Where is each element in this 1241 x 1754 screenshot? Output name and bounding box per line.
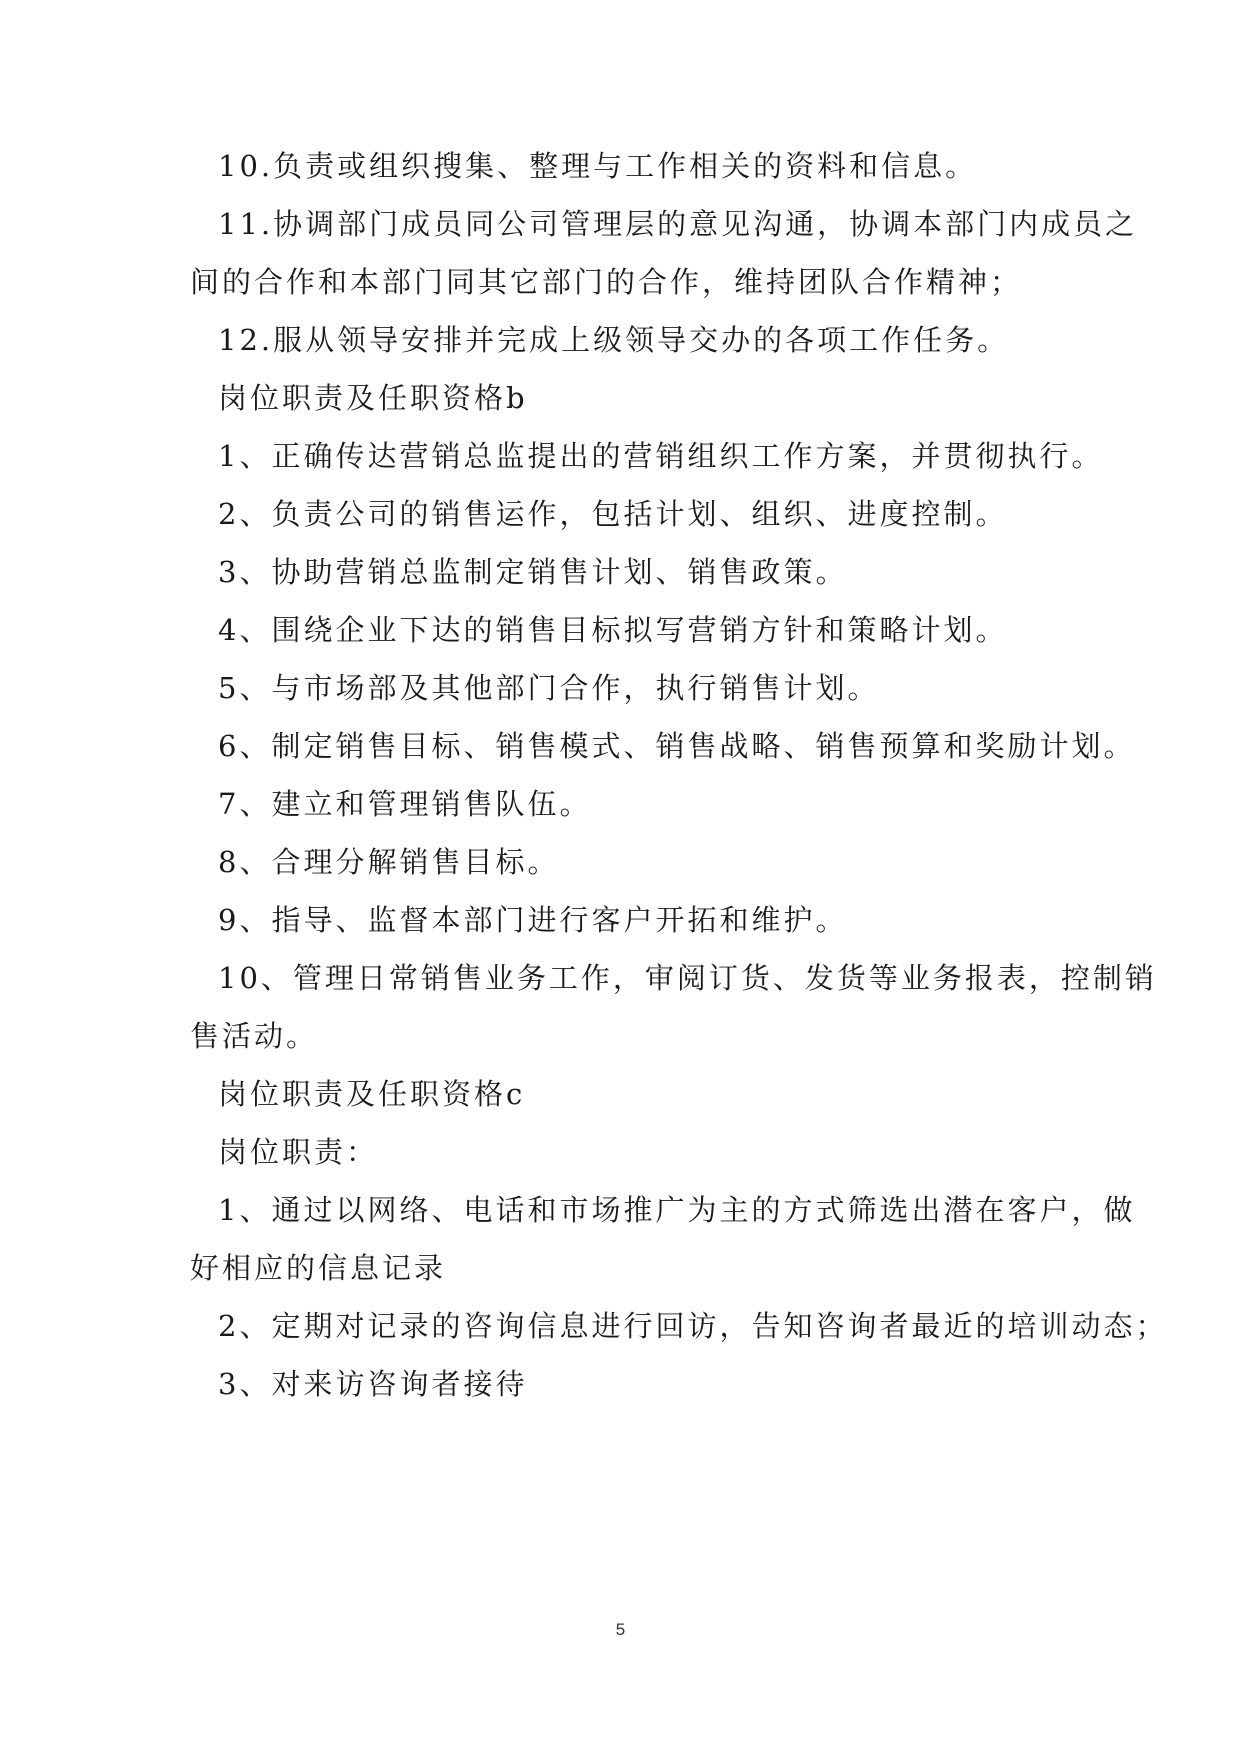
section-heading: 岗位职责及任职资格b (218, 381, 528, 415)
paragraph-line: 12.服从领导安排并完成上级领导交办的各项工作任务。 (218, 323, 1010, 357)
paragraph-line: 好相应的信息记录 (190, 1251, 447, 1285)
paragraph-line: 3、协助营销总监制定销售计划、销售政策。 (218, 555, 848, 589)
page-number: 5 (615, 1620, 626, 1639)
paragraph-line: 5、与市场部及其他部门合作，执行销售计划。 (218, 671, 880, 705)
paragraph-line: 10、管理日常销售业务工作，审阅订货、发货等业务报表，控制销 (218, 961, 1157, 995)
paragraph-line: 1、通过以网络、电话和市场推广为主的方式筛选出潜在客户，做 (218, 1193, 1136, 1227)
paragraph-line: 3、对来访咨询者接待 (218, 1367, 528, 1401)
paragraph-line: 10.负责或组织搜集、整理与工作相关的资料和信息。 (218, 149, 978, 183)
paragraph-line: 2、负责公司的销售运作，包括计划、组织、进度控制。 (218, 497, 1008, 531)
paragraph-line: 2、定期对记录的咨询信息进行回访，告知咨询者最近的培训动态； (218, 1309, 1168, 1343)
paragraph-line: 11.协调部门成员同公司管理层的意见沟通，协调本部门内成员之 (218, 207, 1138, 241)
paragraph-line: 8、合理分解销售目标。 (218, 845, 560, 879)
paragraph-line: 7、建立和管理销售队伍。 (218, 787, 592, 821)
section-heading: 岗位职责及任职资格c (218, 1077, 526, 1111)
paragraph-line: 售活动。 (190, 1019, 319, 1053)
paragraph-line: 4、围绕企业下达的销售目标拟写营销方针和策略计划。 (218, 613, 1008, 647)
subsection-heading: 岗位职责： (218, 1135, 379, 1169)
paragraph-line: 6、制定销售目标、销售模式、销售战略、销售预算和奖励计划。 (218, 729, 1136, 763)
paragraph-line: 9、指导、监督本部门进行客户开拓和维护。 (218, 903, 848, 937)
paragraph-line: 1、正确传达营销总监提出的营销组织工作方案，并贯彻执行。 (218, 439, 1104, 473)
paragraph-line: 间的合作和本部门同其它部门的合作，维持团队合作精神； (190, 265, 1023, 299)
